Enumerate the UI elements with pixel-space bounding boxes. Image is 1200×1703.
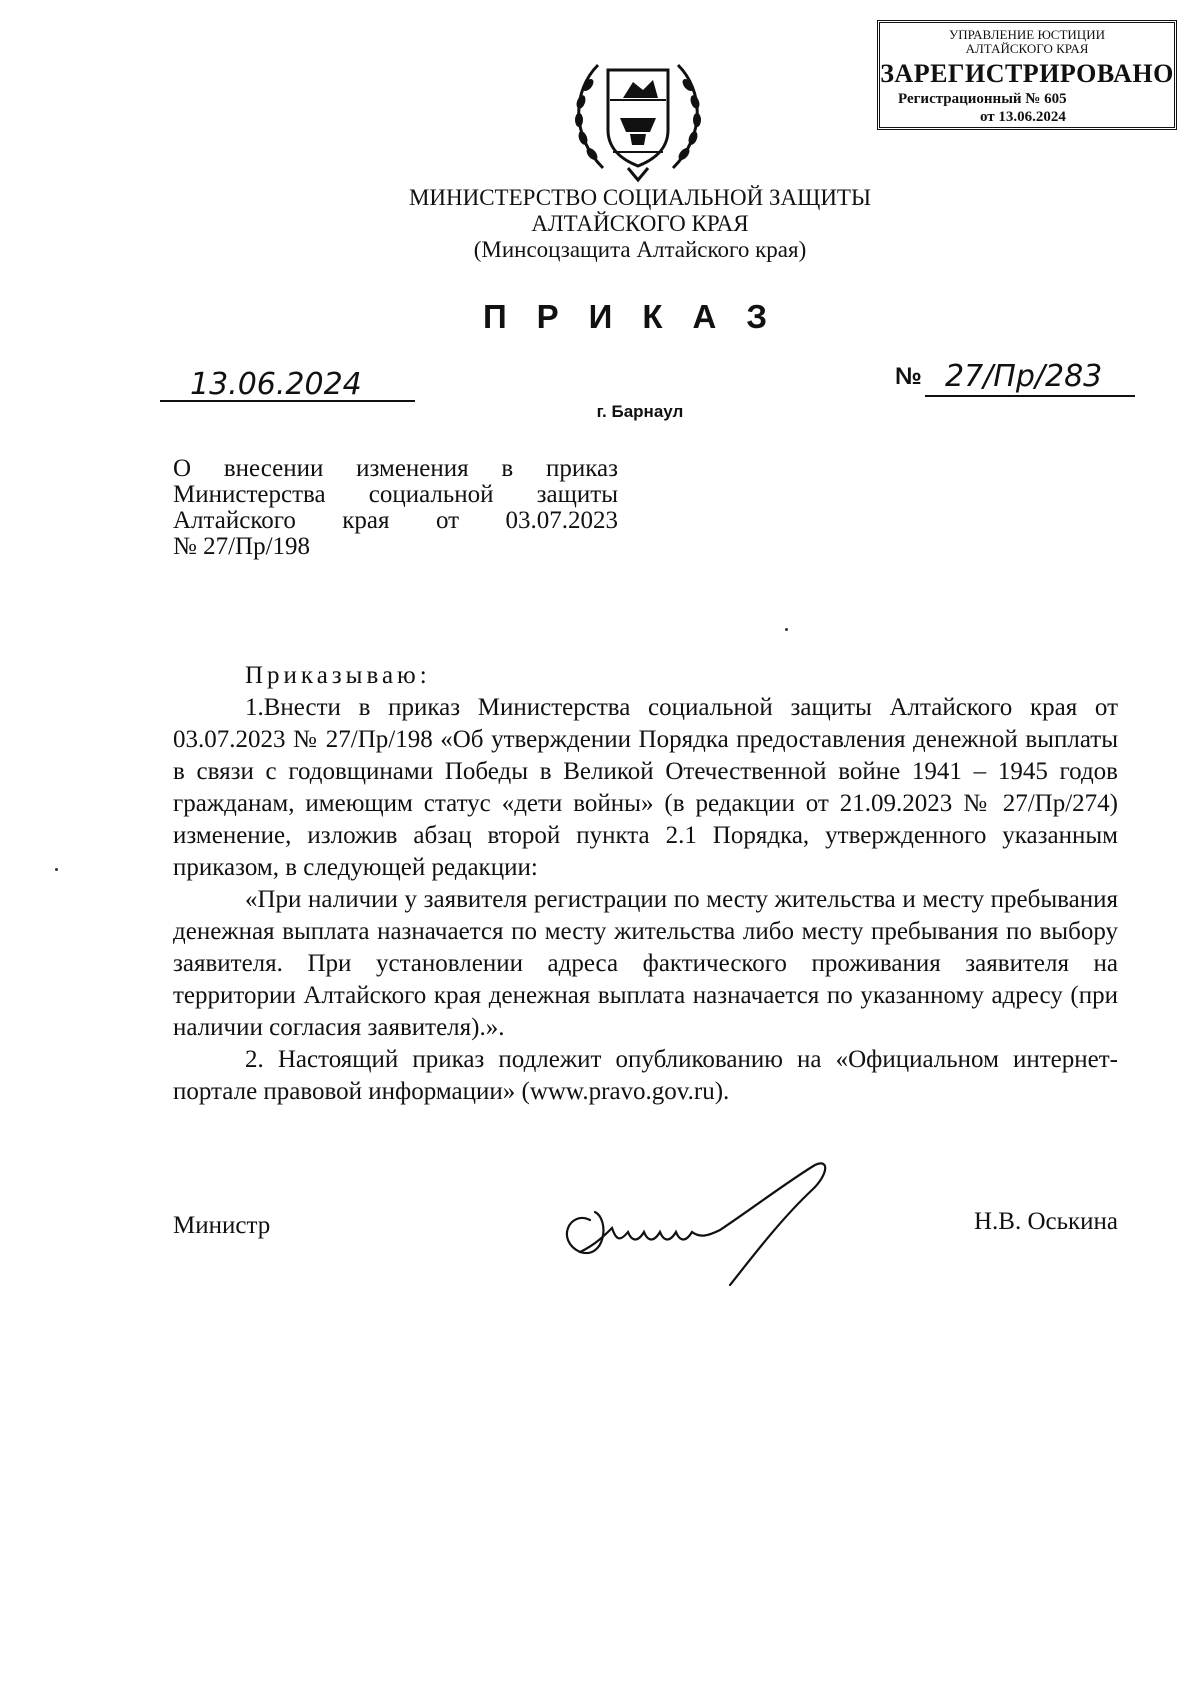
- coat-of-arms-icon: [558, 40, 718, 190]
- subject-line3: Алтайского края от 03.07.2023: [173, 507, 618, 534]
- scan-speck: [785, 628, 788, 631]
- subject-line4: № 27/Пр/198: [173, 533, 311, 560]
- order-body: [173, 660, 1118, 1108]
- order-number-label: №: [895, 363, 922, 390]
- handwritten-date: [160, 360, 415, 400]
- order-subject: [173, 456, 618, 560]
- stamp-org-line1: УПРАВЛЕНИЕ ЮСТИЦИИ: [949, 27, 1105, 42]
- subject-line2: Министерства социальной защиты: [173, 481, 618, 508]
- order-lead: Приказываю:: [245, 662, 431, 689]
- registration-stamp: [877, 20, 1177, 130]
- order-paragraph-3: 2. Настоящий приказ подлежит опубликованию на «Официальном интернет-портале правовой информации» (www.pravo.gov.ru).: [173, 1046, 1118, 1105]
- stamp-org: [880, 28, 1174, 56]
- handwritten-number: [925, 350, 1135, 395]
- stamp-reg-number: Регистрационный № 605: [898, 91, 1067, 107]
- order-paragraph-2: «При наличии у заявителя регистрации по месту жительства и месту пребывания денежная выплата назначается по месту жительства либо месту пребывания по выбору заявителя. При установлении адреса фактического проживания заявителя на территории Алтайского края денежная выплата назначается по указанному адресу (при наличии согласия заявителя).».: [173, 886, 1118, 1041]
- order-number: [925, 350, 1135, 397]
- ministry-short-name: (Минсоцзащита Алтайского края): [473, 237, 807, 262]
- order-date: [160, 360, 415, 402]
- order-paragraph-1: 1.Внести в приказ Министерства социальной защиты Алтайского края от 03.07.2023 № 27/Пр/198 «Об утверждении Порядка предоставления денежной выплаты в связи с годовщинами Победы в Великой Отечественной войне 1941 – 1945 годов гражданам, имеющим статус «дети войны» (в редакции от 21.09.2023 № 27/Пр/274) изменение, изложив абзац второй пункта 2.1 Порядка, утвержденного указанным приказом, в следующей редакции:: [173, 694, 1118, 881]
- order-date-text: 13.06.2024: [190, 367, 362, 400]
- city: г. Барнаул: [596, 402, 684, 421]
- stamp-org-line2: АЛТАЙСКОГО КРАЯ: [965, 41, 1089, 56]
- ministry-header: [300, 185, 980, 263]
- scan-speck: [55, 868, 58, 871]
- subject-line1: О внесении изменения в приказ: [173, 455, 618, 482]
- signatory-name: Н.В. Оськина: [973, 1208, 1118, 1235]
- stamp-status: ЗАРЕГИСТРИРОВАНО: [880, 59, 1174, 88]
- handwritten-signature: [550, 1150, 850, 1290]
- ministry-name-line1: МИНИСТЕРСТВО СОЦИАЛЬНОЙ ЗАЩИТЫ: [408, 185, 872, 210]
- stamp-reg-date: от 13.06.2024: [980, 109, 1066, 125]
- ministry-name-line2: АЛТАЙСКОГО КРАЯ: [531, 211, 749, 236]
- order-number-text: 27/Пр/283: [945, 359, 1103, 394]
- document-type: ПРИКАЗ: [482, 298, 798, 335]
- signatory-position: Министр: [173, 1212, 271, 1239]
